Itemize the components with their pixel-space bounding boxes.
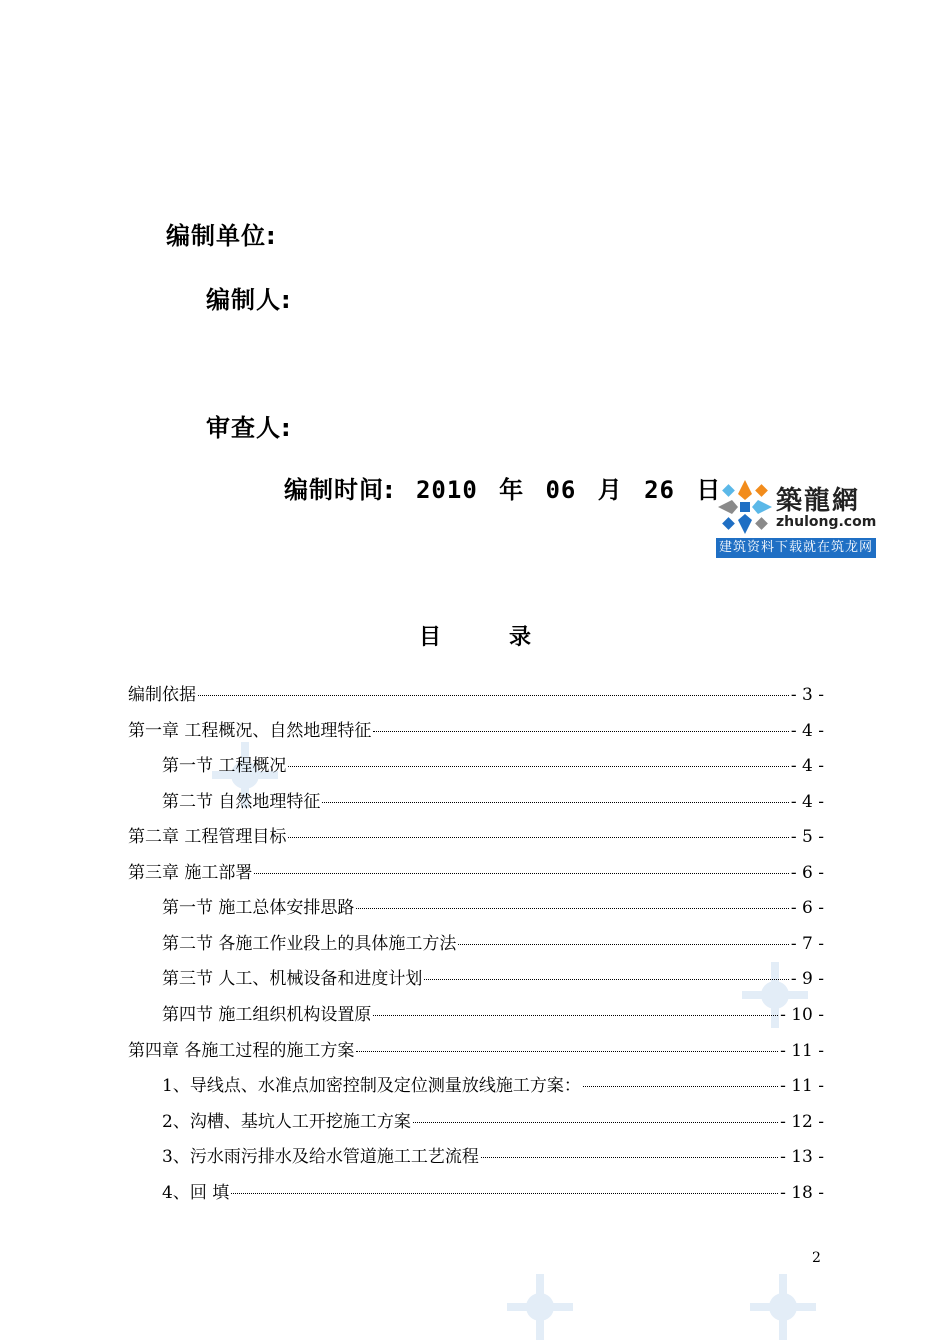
toc-leader xyxy=(583,1086,778,1087)
toc-entry-page: - 4 - xyxy=(790,756,824,776)
date-day-char: 日 xyxy=(696,476,722,504)
date-month-char: 月 xyxy=(597,476,623,504)
compiling-unit-label: 编制单位: xyxy=(166,222,277,250)
toc-leader xyxy=(231,1193,778,1194)
toc-entry-title: 第二章 工程管理目标 xyxy=(128,827,287,847)
toc-entry-page: - 13 - xyxy=(780,1147,824,1167)
toc-entry-page: - 18 - xyxy=(780,1183,824,1203)
toc-entry-title: 第二节 自然地理特征 xyxy=(162,792,321,812)
toc-leader xyxy=(288,837,788,838)
toc-entry[interactable] xyxy=(128,858,824,884)
compile-date xyxy=(284,470,733,505)
logo-brand-cn: 築龍網 xyxy=(776,486,861,516)
toc-leader xyxy=(481,1157,778,1158)
toc-entry-title: 第三章 施工部署 xyxy=(128,863,253,883)
toc-leader xyxy=(424,979,788,980)
toc-leader xyxy=(373,731,788,732)
toc-entry-page: - 5 - xyxy=(790,827,824,847)
toc-entry-title: 第四章 各施工过程的施工方案 xyxy=(128,1041,355,1061)
toc-entry-page: - 4 - xyxy=(790,721,824,741)
date-label: 编制时间: xyxy=(284,476,395,504)
date-month: 06 xyxy=(545,476,577,504)
toc-leader xyxy=(288,766,788,767)
toc-entry-page: - 6 - xyxy=(790,898,824,918)
toc-entry-title: 第三节 人工、机械设备和进度计划 xyxy=(162,969,423,989)
toc-leader xyxy=(413,1122,778,1123)
toc-title-char-2: 录 xyxy=(509,625,566,650)
toc-leader xyxy=(458,944,788,945)
toc-title xyxy=(0,620,950,651)
date-year: 2010 xyxy=(415,476,478,504)
toc-leader xyxy=(356,1051,778,1052)
toc-entry-page: - 6 - xyxy=(790,863,824,883)
toc-entry[interactable] xyxy=(128,1142,824,1168)
toc-entry[interactable] xyxy=(128,1000,824,1026)
toc-entry-page: - 9 - xyxy=(790,969,824,989)
toc-entry[interactable] xyxy=(128,964,824,990)
toc-entry-title: 第一节 施工总体安排思路 xyxy=(162,898,355,918)
toc-entry[interactable] xyxy=(128,1178,824,1204)
toc-leader xyxy=(322,802,788,803)
toc-title-char-1: 目 xyxy=(418,625,475,650)
toc-entry-title: 2、沟槽、基坑人工开挖施工方案 xyxy=(162,1112,411,1132)
logo-tagline: 建筑资料下载就在筑龙网 xyxy=(716,538,876,558)
date-year-char: 年 xyxy=(499,476,525,504)
toc-entry-title: 编制依据 xyxy=(128,685,196,705)
toc-leader xyxy=(356,908,788,909)
zhulong-logo xyxy=(716,476,876,558)
toc-entry-title: 第二节 各施工作业段上的具体施工方法 xyxy=(162,934,457,954)
toc-entry-page: - 4 - xyxy=(790,792,824,812)
toc-leader xyxy=(373,1015,778,1016)
watermark-snowflake-icon xyxy=(748,1272,818,1342)
toc-entry[interactable] xyxy=(128,822,824,848)
toc-entry-page: - 11 - xyxy=(780,1041,824,1061)
toc-leader xyxy=(198,695,789,696)
toc-entry-title: 1、导线点、水准点加密控制及定位测量放线施工方案： xyxy=(162,1076,581,1096)
toc-entry[interactable] xyxy=(128,787,824,813)
toc-entry-page: - 3 - xyxy=(790,685,824,705)
toc-entry-title: 第四节 施工组织机构设置原 xyxy=(162,1005,372,1025)
page-number: 2 xyxy=(812,1250,821,1266)
zhulong-snowflake-icon xyxy=(716,478,774,536)
toc-entry[interactable] xyxy=(128,1036,824,1062)
reviewer-label: 审查人: xyxy=(206,414,292,442)
toc-entry[interactable] xyxy=(128,893,824,919)
toc-entry[interactable] xyxy=(128,1107,824,1133)
toc-entry[interactable] xyxy=(128,751,824,777)
toc-leader xyxy=(254,873,788,874)
compiler-label: 编制人: xyxy=(206,286,292,314)
logo-brand-en: zhulong.com xyxy=(776,514,877,530)
toc-entry[interactable] xyxy=(128,1071,824,1097)
toc-entry-page: - 7 - xyxy=(790,934,824,954)
toc-entry-title: 3、污水雨污排水及给水管道施工工艺流程 xyxy=(162,1147,479,1167)
toc-entry-title: 第一节 工程概况 xyxy=(162,756,287,776)
toc-entry-page: - 12 - xyxy=(780,1112,824,1132)
toc-entry-title: 第一章 工程概况、自然地理特征 xyxy=(128,721,372,741)
toc-entry[interactable] xyxy=(128,680,824,706)
watermark-snowflake-icon xyxy=(505,1272,575,1342)
toc-entry-title: 4、回 填 xyxy=(162,1183,230,1203)
toc-entry[interactable] xyxy=(128,929,824,955)
date-day: 26 xyxy=(644,476,676,504)
toc-entry-page: - 11 - xyxy=(780,1076,824,1096)
toc-entry-page: - 10 - xyxy=(780,1005,824,1025)
toc-entry[interactable] xyxy=(128,716,824,742)
